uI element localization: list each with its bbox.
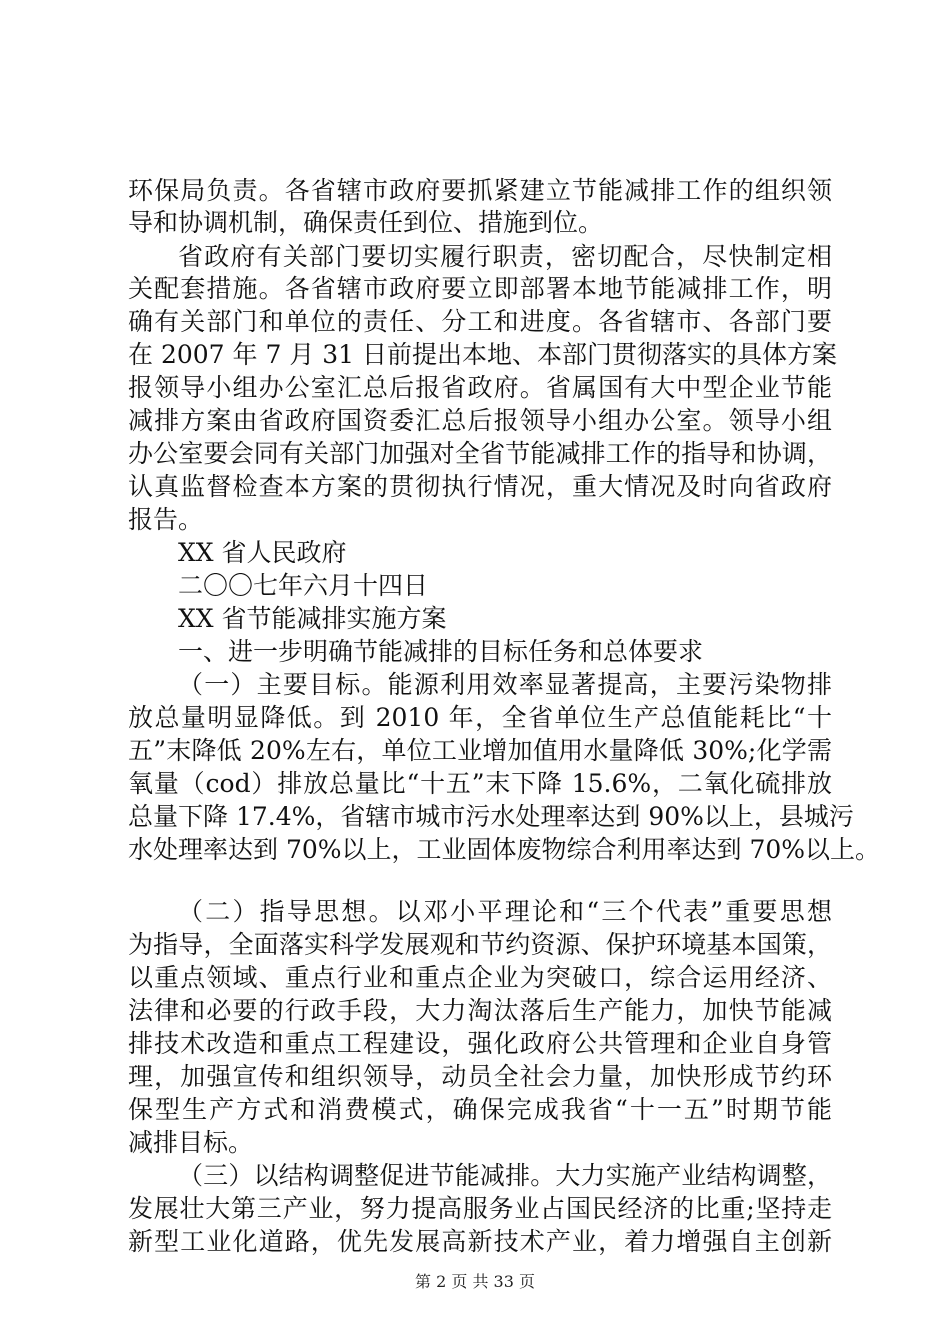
body-text-line: 氧量（cod）排放总量比“十五”末下降 15.6%，二氧化硫排放 bbox=[128, 769, 832, 798]
body-text-line: 环保局负责。各省辖市政府要抓紧建立节能减排工作的组织领 bbox=[128, 176, 832, 205]
section-heading: 一、进一步明确节能减排的目标任务和总体要求 bbox=[178, 637, 704, 666]
body-text-line: 确有关部门和单位的责任、分工和进度。各省辖市、各部门要 bbox=[128, 307, 832, 336]
body-text-line: 认真监督检查本方案的贯彻执行情况，重大情况及时向省政府 bbox=[128, 472, 832, 501]
body-text-line: 减排方案由省政府国资委汇总后报领导小组办公室。领导小组 bbox=[128, 406, 832, 435]
body-text-line: 在 2007 年 7 月 31 日前提出本地、本部门贯彻落实的具体方案 bbox=[128, 340, 838, 369]
body-text-line: 报告。 bbox=[128, 505, 204, 534]
page-footer: 第 2 页 共 33 页 bbox=[415, 1272, 535, 1291]
body-text-line: 五”末降低 20%左右，单位工业增加值用水量降低 30%;化学需 bbox=[128, 736, 832, 765]
body-text-line: 发展壮大第三产业，努力提高服务业占国民经济的比重;坚持走 bbox=[128, 1194, 832, 1223]
body-text-line: 保型生产方式和消费模式，确保完成我省“十一五”时期节能 bbox=[128, 1095, 832, 1124]
body-text-line: 以重点领域、重点行业和重点企业为突破口，综合运用经济、 bbox=[128, 963, 832, 992]
paragraph-first-line: （二）指导思想。以邓小平理论和“三个代表”重要思想 bbox=[178, 897, 832, 926]
body-text-line: 排技术改造和重点工程建设，强化政府公共管理和企业自身管 bbox=[128, 1029, 832, 1058]
body-text-line: 报领导小组办公室汇总后报省政府。省属国有大中型企业节能 bbox=[128, 373, 832, 402]
signature-org: XX 省人民政府 bbox=[178, 538, 347, 567]
body-text-line: 关配套措施。各省辖市政府要立即部署本地节能减排工作，明 bbox=[128, 274, 832, 303]
body-text-line: 理，加强宣传和组织领导，动员全社会力量，加快形成节约环 bbox=[128, 1062, 832, 1091]
body-text-line: 导和协调机制，确保责任到位、措施到位。 bbox=[128, 208, 604, 237]
signature-date: 二〇〇七年六月十四日 bbox=[178, 571, 429, 600]
paragraph-first-line: （一）主要目标。能源利用效率显著提高，主要污染物排 bbox=[178, 670, 832, 699]
document-title: XX 省节能减排实施方案 bbox=[178, 604, 447, 633]
body-text-line: 为指导，全面落实科学发展观和节约资源、保护环境基本国策， bbox=[128, 930, 832, 959]
body-text-line: 减排目标。 bbox=[128, 1128, 254, 1157]
body-text-line: 水处理率达到 70%以上，工业固体废物综合利用率达到 70%以上。 bbox=[128, 835, 881, 864]
body-text-line: 放总量明显降低。到 2010 年，全省单位生产总值能耗比“十 bbox=[128, 703, 832, 732]
paragraph-first-line: （三）以结构调整促进节能减排。大力实施产业结构调整， bbox=[178, 1161, 832, 1190]
body-text-line: 法律和必要的行政手段，大力淘汰落后生产能力，加快节能减 bbox=[128, 996, 832, 1025]
body-text-line: 办公室要会同有关部门加强对全省节能减排工作的指导和协调， bbox=[128, 439, 832, 468]
paragraph-first-line: 省政府有关部门要切实履行职责，密切配合，尽快制定相 bbox=[178, 242, 832, 271]
body-text-line: 新型工业化道路，优先发展高新技术产业，着力增强自主创新 bbox=[128, 1227, 832, 1256]
body-text-line: 总量下降 17.4%，省辖市城市污水处理率达到 90%以上，县城污 bbox=[128, 802, 854, 831]
